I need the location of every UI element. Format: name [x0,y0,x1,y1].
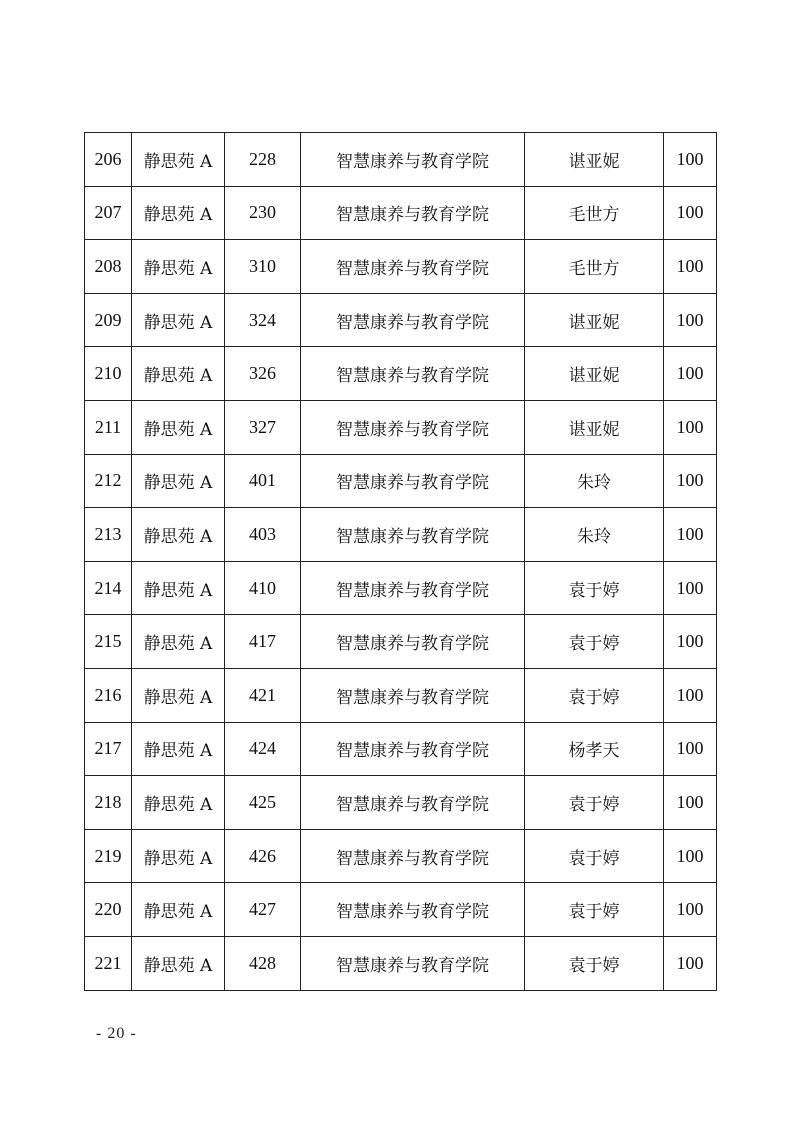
room-number-cell: 324 [225,293,301,347]
score-cell: 100 [664,561,717,615]
room-number-cell: 417 [225,615,301,669]
row-number-cell: 216 [85,668,132,722]
room-number-cell: 401 [225,454,301,508]
building-cell: 静思苑 A [132,240,225,294]
building-cell: 静思苑 A [132,668,225,722]
score-cell: 100 [664,293,717,347]
room-number-cell: 310 [225,240,301,294]
person-in-charge-cell: 朱玲 [525,508,664,562]
table-body [85,133,717,991]
room-number-cell: 410 [225,561,301,615]
room-number-cell: 427 [225,883,301,937]
college-cell: 智慧康养与教育学院 [301,347,525,401]
building-cell: 静思苑 A [132,883,225,937]
person-in-charge-cell: 袁于婷 [525,561,664,615]
room-number-cell: 425 [225,776,301,830]
room-number-cell: 326 [225,347,301,401]
person-in-charge-cell: 朱玲 [525,454,664,508]
score-cell: 100 [664,347,717,401]
row-number-cell: 207 [85,186,132,240]
table-row [85,936,717,990]
college-cell: 智慧康养与教育学院 [301,829,525,883]
college-cell: 智慧康养与教育学院 [301,561,525,615]
room-number-cell: 428 [225,936,301,990]
building-cell: 静思苑 A [132,936,225,990]
person-in-charge-cell: 袁于婷 [525,883,664,937]
college-cell: 智慧康养与教育学院 [301,776,525,830]
table-row [85,561,717,615]
college-cell: 智慧康养与教育学院 [301,240,525,294]
row-number-cell: 214 [85,561,132,615]
row-number-cell: 206 [85,133,132,187]
row-number-cell: 209 [85,293,132,347]
college-cell: 智慧康养与教育学院 [301,883,525,937]
college-cell: 智慧康养与教育学院 [301,133,525,187]
building-cell: 静思苑 A [132,561,225,615]
table-row [85,186,717,240]
college-cell: 智慧康养与教育学院 [301,293,525,347]
room-number-cell: 327 [225,400,301,454]
person-in-charge-cell: 谌亚妮 [525,133,664,187]
table-row [85,454,717,508]
building-cell: 静思苑 A [132,829,225,883]
score-cell: 100 [664,615,717,669]
table-row [85,829,717,883]
person-in-charge-cell: 谌亚妮 [525,400,664,454]
college-cell: 智慧康养与教育学院 [301,722,525,776]
person-in-charge-cell: 袁于婷 [525,829,664,883]
college-cell: 智慧康养与教育学院 [301,615,525,669]
row-number-cell: 213 [85,508,132,562]
row-number-cell: 215 [85,615,132,669]
score-cell: 100 [664,454,717,508]
row-number-cell: 212 [85,454,132,508]
table-row [85,776,717,830]
row-number-cell: 218 [85,776,132,830]
score-cell: 100 [664,668,717,722]
college-cell: 智慧康养与教育学院 [301,400,525,454]
building-cell: 静思苑 A [132,508,225,562]
score-cell: 100 [664,776,717,830]
person-in-charge-cell: 袁于婷 [525,936,664,990]
score-cell: 100 [664,186,717,240]
person-in-charge-cell: 谌亚妮 [525,347,664,401]
room-number-cell: 426 [225,829,301,883]
person-in-charge-cell: 袁于婷 [525,776,664,830]
building-cell: 静思苑 A [132,615,225,669]
college-cell: 智慧康养与教育学院 [301,454,525,508]
person-in-charge-cell: 谌亚妮 [525,293,664,347]
score-cell: 100 [664,133,717,187]
score-cell: 100 [664,936,717,990]
person-in-charge-cell: 毛世方 [525,240,664,294]
college-cell: 智慧康养与教育学院 [301,936,525,990]
table-row [85,722,717,776]
score-cell: 100 [664,400,717,454]
college-cell: 智慧康养与教育学院 [301,668,525,722]
table-row [85,240,717,294]
building-cell: 静思苑 A [132,776,225,830]
room-number-cell: 421 [225,668,301,722]
building-cell: 静思苑 A [132,293,225,347]
person-in-charge-cell: 毛世方 [525,186,664,240]
building-cell: 静思苑 A [132,133,225,187]
table-row [85,347,717,401]
score-cell: 100 [664,829,717,883]
page-number: - 20 - [96,1025,137,1042]
table-row [85,668,717,722]
row-number-cell: 211 [85,400,132,454]
table-row [85,508,717,562]
room-number-cell: 424 [225,722,301,776]
row-number-cell: 210 [85,347,132,401]
row-number-cell: 217 [85,722,132,776]
table-row [85,615,717,669]
building-cell: 静思苑 A [132,722,225,776]
table-row [85,293,717,347]
table-row [85,400,717,454]
dormitory-score-table [84,132,717,991]
room-number-cell: 403 [225,508,301,562]
row-number-cell: 219 [85,829,132,883]
building-cell: 静思苑 A [132,347,225,401]
building-cell: 静思苑 A [132,186,225,240]
building-cell: 静思苑 A [132,400,225,454]
score-cell: 100 [664,508,717,562]
person-in-charge-cell: 袁于婷 [525,668,664,722]
college-cell: 智慧康养与教育学院 [301,508,525,562]
building-cell: 静思苑 A [132,454,225,508]
room-number-cell: 230 [225,186,301,240]
college-cell: 智慧康养与教育学院 [301,186,525,240]
row-number-cell: 208 [85,240,132,294]
room-number-cell: 228 [225,133,301,187]
person-in-charge-cell: 袁于婷 [525,615,664,669]
score-cell: 100 [664,883,717,937]
score-cell: 100 [664,722,717,776]
person-in-charge-cell: 杨孝天 [525,722,664,776]
table-row [85,883,717,937]
row-number-cell: 220 [85,883,132,937]
score-cell: 100 [664,240,717,294]
dormitory-score-table-container [84,132,716,991]
table-row [85,133,717,187]
row-number-cell: 221 [85,936,132,990]
